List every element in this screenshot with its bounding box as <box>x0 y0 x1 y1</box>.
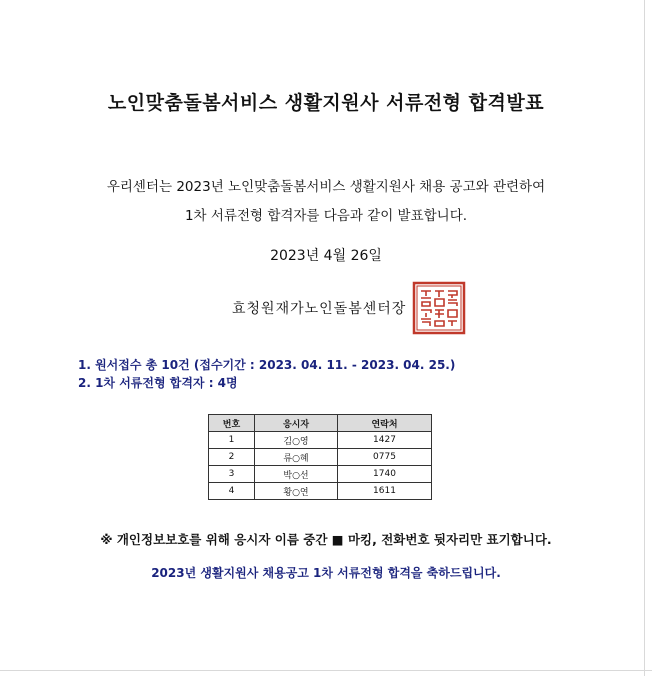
table-row <box>209 449 432 466</box>
document-title: 노인맞춤돌봄서비스 생활지원사 서류전형 합격발표 <box>107 92 545 114</box>
cell-applicant: 김○영 <box>255 432 338 449</box>
cell-applicant: 류○혜 <box>255 449 338 466</box>
table-row <box>209 466 432 483</box>
cell-number: 1 <box>209 432 255 449</box>
cell-contact: 0775 <box>338 449 432 466</box>
header-contact: 연락처 <box>338 415 432 432</box>
info-passed-count: 2. 1차 서류전형 합격자 : 4명 <box>78 376 238 390</box>
cell-number: 4 <box>209 483 255 500</box>
header-number: 번호 <box>209 415 255 432</box>
cell-contact: 1427 <box>338 432 432 449</box>
privacy-note: ※ 개인정보보호를 위해 응시자 이름 중간 ■ 마킹, 전화번호 뒷자리만 표기합니다. <box>100 532 552 547</box>
cell-applicant: 황○연 <box>255 483 338 500</box>
table-header-row <box>209 415 432 432</box>
info-application-count: 1. 원서접수 총 10건 (접수기간 : 2023. 04. 11. - 2023. 04. 25.) <box>78 358 456 372</box>
signature-text: 효청원재가노인돌봄센터장 <box>232 301 407 317</box>
cell-contact: 1611 <box>338 483 432 500</box>
cell-applicant: 박○선 <box>255 466 338 483</box>
announcement-date: 2023년 4월 26일 <box>270 248 382 264</box>
table-row <box>209 483 432 500</box>
intro-line-1: 우리센터는 2023년 노인맞춤돌봄서비스 생활지원사 채용 공고와 관련하여 <box>106 179 546 195</box>
cell-number: 2 <box>209 449 255 466</box>
red-seal-stamp-icon <box>412 281 466 335</box>
congratulations-message: 2023년 생활지원사 채용공고 1차 서류전형 합격을 축하드립니다. <box>151 566 501 580</box>
page-edge-bottom <box>0 670 652 671</box>
table-row <box>209 432 432 449</box>
cell-number: 3 <box>209 466 255 483</box>
cell-contact: 1740 <box>338 466 432 483</box>
signature-block <box>232 278 466 338</box>
results-table <box>208 414 432 500</box>
intro-line-2: 1차 서류전형 합격자를 다음과 같이 발표합니다. <box>184 208 468 224</box>
header-applicant: 응시자 <box>255 415 338 432</box>
